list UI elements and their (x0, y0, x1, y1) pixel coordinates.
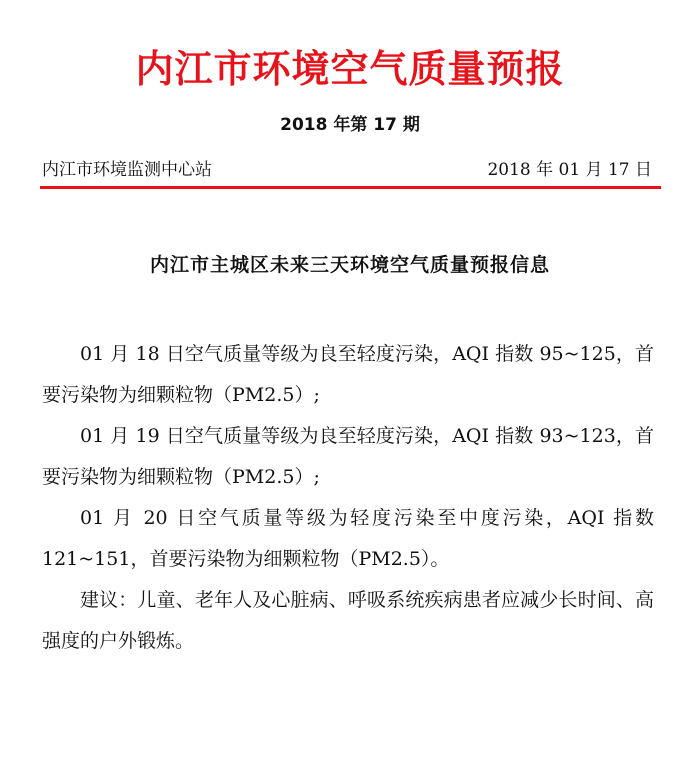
publisher-date-row (42, 155, 652, 180)
header-divider (40, 186, 661, 189)
forecast-title: 内江市主城区未来三天环境空气质量预报信息 (149, 254, 550, 276)
health-advice-paragraph: 建议：儿童、老年人及心脏病、呼吸系统疾病患者应减少长时间、高强度的户外锻炼。 (42, 589, 654, 652)
issue-number: 2018 年第 17 期 (280, 115, 420, 135)
publisher-name: 内江市环境监测中心站 (42, 160, 212, 180)
forecast-body (42, 334, 654, 662)
forecast-paragraph-day2: 01 月 19 日空气质量等级为良至轻度污染，AQI 指数 93~123，首要污染物为细颗粒物（PM2.5）; (42, 425, 654, 488)
bulletin-masthead: 内江市环境空气质量预报 (135, 47, 565, 91)
publish-date: 2018 年 01 月 17 日 (487, 160, 652, 180)
forecast-paragraph-day1: 01 月 18 日空气质量等级为良至轻度污染，AQI 指数 95~125，首要污染物为细颗粒物（PM2.5）; (42, 343, 654, 406)
forecast-paragraph-day3: 01 月 20 日空气质量等级为轻度污染至中度污染，AQI 指数 121~151，首要污染物为细颗粒物（PM2.5）。 (42, 507, 654, 570)
